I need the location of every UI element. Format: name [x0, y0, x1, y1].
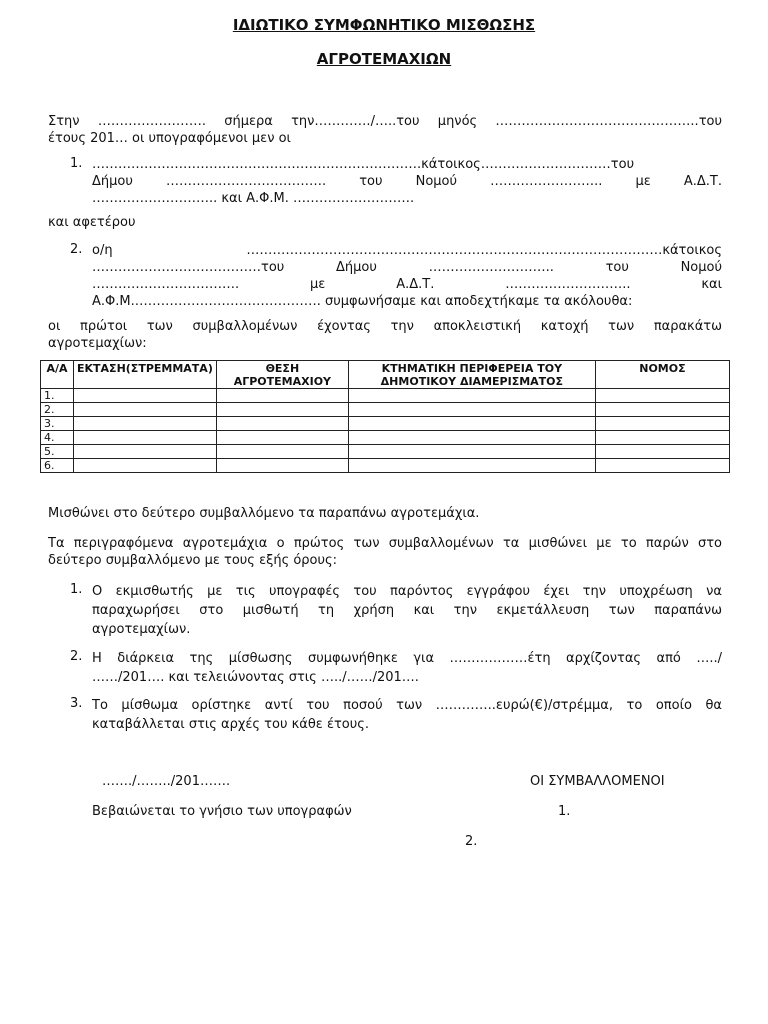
header-aa: Α/Α: [41, 361, 74, 389]
table-cell[interactable]: [74, 389, 217, 403]
term-line: Το μίσθωμα ορίστηκε αντί του ποσού των …………..ευρώ(€)/στρέμμα, το οποίο θα: [92, 698, 722, 713]
intro-line: Στην ……………………. σήμερα την…………./…..του μηνός ………………………………………..του: [48, 114, 722, 129]
document-title-line2: ΑΓΡΟΤΕΜΑΧΙΩΝ: [316, 50, 452, 68]
party2-line: ……………………………. με Α.Δ.Τ. ……………………….. και: [92, 277, 722, 292]
term-line: παραχωρήσει στο μισθωτή τη χρήση και την εκμετάλλευση των παραπάνω: [92, 603, 722, 618]
term-line: ……/201…. και τελειώνοντας στις …../……/201….: [92, 670, 419, 685]
table-cell[interactable]: [595, 417, 729, 431]
parcels-table: [40, 360, 730, 473]
table-cell[interactable]: [348, 445, 595, 459]
party2-line: Α.Φ.Μ.……………………………………. συμφωνήσαμε και αποδεχτήκαμε τα ακόλουθα:: [92, 294, 633, 309]
term-line: καταβάλλεται στις αρχές του κάθε έτους.: [92, 717, 370, 732]
table-cell[interactable]: [74, 417, 217, 431]
table-cell[interactable]: [216, 403, 348, 417]
term2-number: 2.: [70, 649, 83, 664]
party1-line: ……………………….. και Α.Φ.Μ. ……………………….: [92, 191, 415, 206]
table-row: [41, 389, 730, 403]
row-number: 2.: [41, 403, 74, 417]
table-cell[interactable]: [348, 403, 595, 417]
party1-line: ………………………………………………………………….κάτοικος…………………………του: [92, 157, 635, 172]
header-prefecture: ΝΟΜΟΣ: [595, 361, 729, 389]
date-line: ……./……../201…….: [102, 774, 231, 789]
table-cell[interactable]: [216, 417, 348, 431]
header-area: ΕΚΤΑΣΗ(ΣΤΡΕΜΜΑΤΑ): [74, 361, 217, 389]
row-number: 5.: [41, 445, 74, 459]
table-cell[interactable]: [216, 445, 348, 459]
table-cell[interactable]: [348, 459, 595, 473]
document-title-line1: ΙΔΙΩΤΙΚΟ ΣΥΜΦΩΝΗΤΙΚΟ ΜΙΣΘΩΣΗΣ: [232, 16, 536, 34]
table-cell[interactable]: [348, 431, 595, 445]
table-cell[interactable]: [74, 459, 217, 473]
table-row: [41, 417, 730, 431]
party1-line: Δήμου ………………………………. του Νομού …………………….. με Α.Δ.Τ.: [92, 174, 722, 189]
first-party-line: οι πρώτοι των συμβαλλομένων έχοντας την αποκλειστική κατοχή των παρακάτω: [48, 319, 722, 334]
term3-number: 3.: [70, 696, 83, 711]
header-cadastral-area: ΚΤΗΜΑΤΙΚΗ ΠΕΡΙΦΕΡΕΙΑ ΤΟΥ ΔΗΜΟΤΙΚΟΥ ΔΙΑΜΕΡΙΣΜΑΤΟΣ: [348, 361, 595, 389]
first-party-line: αγροτεμαχίων:: [48, 336, 147, 351]
table-cell[interactable]: [348, 389, 595, 403]
table-cell[interactable]: [348, 417, 595, 431]
term-line: Ο εκμισθωτής με τις υπογραφές του παρόντος εγγράφου έχει την υποχρέωση να: [92, 584, 722, 599]
row-number: 3.: [41, 417, 74, 431]
table-cell[interactable]: [595, 431, 729, 445]
party2-line: ο/η ……………………………………………………………………………………κάτοικος: [92, 243, 722, 258]
term3-text: [92, 696, 722, 734]
terms-intro-line: Τα περιγραφόμενα αγροτεμάχια ο πρώτος των συμβαλλομένων τα μισθώνει με το παρών στο: [48, 536, 722, 551]
party2-line: …………………………………του Δήμου ……………………….. του Νομού: [92, 260, 722, 275]
terms-intro-line: δεύτερο συμβαλλόμενο με τους εξής όρους:: [48, 553, 338, 568]
party2-number: 2.: [70, 242, 83, 257]
term2-text: [92, 649, 722, 687]
row-number: 1.: [41, 389, 74, 403]
row-number: 6.: [41, 459, 74, 473]
table-row: [41, 445, 730, 459]
table-cell[interactable]: [216, 431, 348, 445]
table-cell[interactable]: [595, 389, 729, 403]
header-location: ΘΕΣΗ ΑΓΡΟΤΕΜΑΧΙΟΥ: [216, 361, 348, 389]
term-line: Η διάρκεια της μίσθωσης συμφωνήθηκε για ………………έτη αρχίζοντας από …../: [92, 651, 722, 666]
term1-number: 1.: [70, 582, 83, 597]
table-cell[interactable]: [74, 445, 217, 459]
certification-text: Βεβαιώνεται το γνήσιο των υπογραφών: [92, 804, 352, 819]
table-cell[interactable]: [216, 389, 348, 403]
and-other-label: και αφετέρου: [48, 215, 136, 230]
signature-1: 1.: [558, 804, 571, 819]
terms-intro: [48, 535, 722, 569]
row-number: 4.: [41, 431, 74, 445]
term-line: αγροτεμαχίων.: [92, 622, 191, 637]
intro-line: έτους 201… οι υπογραφόμενοι μεν οι: [48, 131, 291, 146]
table-cell[interactable]: [74, 403, 217, 417]
signature-2: 2.: [465, 834, 478, 849]
lease-statement: Μισθώνει στο δεύτερο συμβαλλόμενο τα παραπάνω αγροτεμάχια.: [48, 506, 480, 521]
table-row: [41, 431, 730, 445]
table-cell[interactable]: [595, 445, 729, 459]
term1-text: [92, 582, 722, 639]
party1-details: [92, 156, 722, 207]
first-party-paragraph: [48, 318, 722, 352]
parties-label: ΟΙ ΣΥΜΒΑΛΛΟΜΕΝΟΙ: [530, 774, 665, 789]
table-row: [41, 459, 730, 473]
table-cell[interactable]: [595, 403, 729, 417]
party2-details: [92, 242, 722, 310]
table-cell[interactable]: [595, 459, 729, 473]
table-cell[interactable]: [216, 459, 348, 473]
table-row: [41, 403, 730, 417]
party1-number: 1.: [70, 156, 83, 171]
intro-paragraph: [48, 113, 722, 147]
table-header-row: [41, 361, 730, 389]
table-cell[interactable]: [74, 431, 217, 445]
